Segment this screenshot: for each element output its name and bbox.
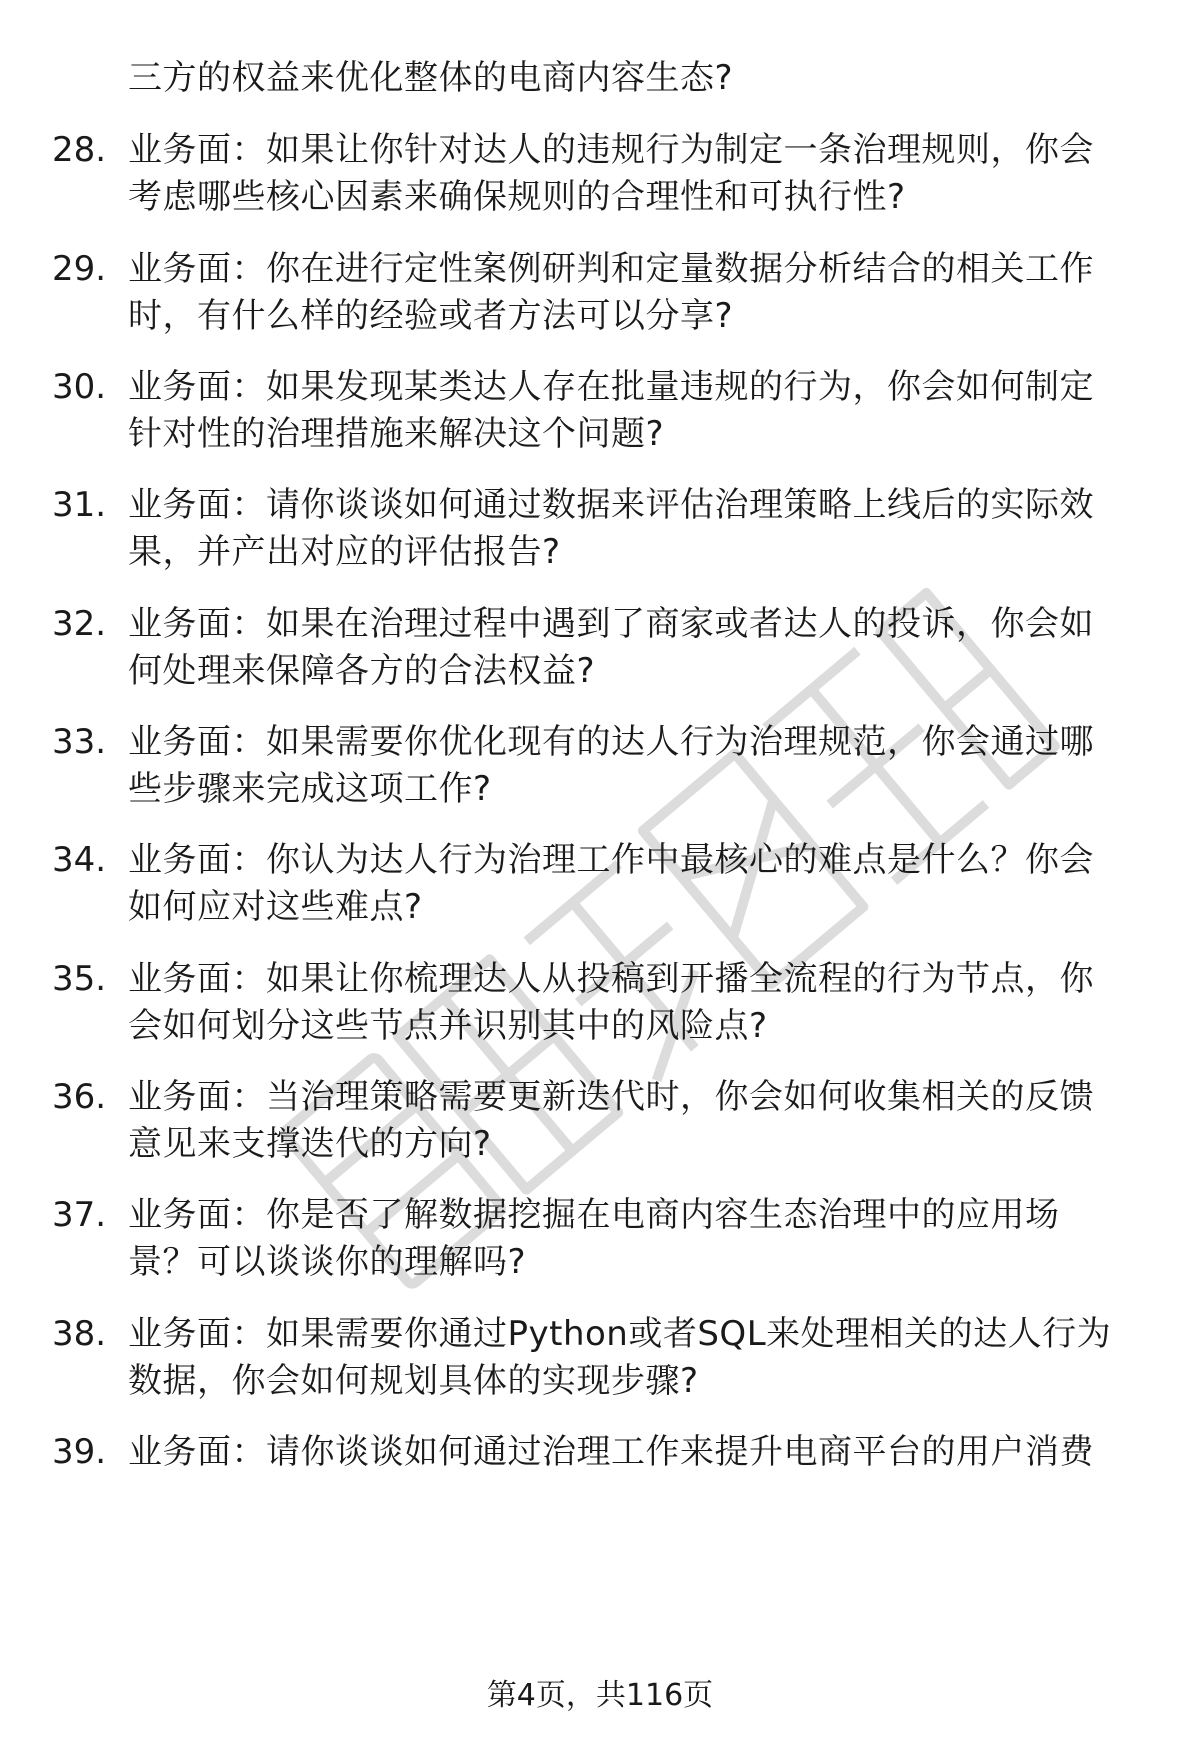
- question-line: 业务面：如果发现某类达人存在批量违规的行为，你会如何制定: [128, 367, 1094, 407]
- question-text: [128, 246, 1158, 340]
- question-text: [128, 719, 1158, 813]
- question-number: 31.: [52, 485, 107, 525]
- question-line: 如何应对这些难点?: [128, 887, 423, 927]
- question-line: 果，并产出对应的评估报告?: [128, 532, 561, 572]
- question-line: 些步骤来完成这项工作?: [128, 769, 492, 809]
- question-text: [128, 1192, 1158, 1286]
- page-number-label: 第4页，共116页: [486, 1678, 714, 1713]
- question-text: [128, 127, 1158, 221]
- question-line: 业务面：当治理策略需要更新迭代时，你会如何收集相关的反馈: [128, 1077, 1094, 1117]
- question-text: [128, 1311, 1158, 1405]
- question-number: 37.: [52, 1195, 107, 1235]
- question-line: 业务面：请你谈谈如何通过数据来评估治理策略上线后的实际效: [128, 485, 1094, 525]
- question-number: 28.: [52, 130, 107, 170]
- question-line: 业务面：如果让你针对达人的违规行为制定一条治理规则，你会: [128, 130, 1094, 170]
- question-line: 针对性的治理措施来解决这个问题?: [128, 414, 665, 454]
- question-number: 38.: [52, 1314, 107, 1354]
- question-line: 数据，你会如何规划具体的实现步骤?: [128, 1361, 699, 1401]
- question-text: [128, 364, 1158, 458]
- question-number: 33.: [52, 722, 107, 762]
- question-line: 业务面：你在进行定性案例研判和定量数据分析结合的相关工作: [128, 249, 1094, 289]
- question-text: [128, 837, 1158, 931]
- question-line: 业务面：请你谈谈如何通过治理工作来提升电商平台的用户消费: [128, 1432, 1094, 1472]
- question-number: 32.: [52, 604, 107, 644]
- page-footer: [0, 1676, 1200, 1716]
- question-number: 35.: [52, 959, 107, 999]
- question-line: 意见来支撑迭代的方向?: [128, 1124, 492, 1164]
- question-line: 景？可以谈谈你的理解吗?: [128, 1242, 527, 1282]
- question-number: 39.: [52, 1432, 107, 1472]
- question-text: [128, 1429, 1158, 1476]
- question-line: 业务面：你认为达人行为治理工作中最核心的难点是什么？你会: [128, 840, 1094, 880]
- continuation-line: 三方的权益来优化整体的电商内容生态?: [128, 58, 734, 98]
- question-line: 业务面：如果在治理过程中遇到了商家或者达人的投诉，你会如: [128, 604, 1094, 644]
- question-number: 36.: [52, 1077, 107, 1117]
- question-text: [128, 601, 1158, 695]
- question-number: 29.: [52, 249, 107, 289]
- question-text: [128, 482, 1158, 576]
- question-line: 考虑哪些核心因素来确保规则的合理性和可执行性?: [128, 177, 906, 217]
- question-line: 时，有什么样的经验或者方法可以分享?: [128, 296, 734, 336]
- question-line: 业务面：如果需要你通过Python或者SQL来处理相关的达人行为: [128, 1314, 1112, 1354]
- question-line: 业务面：你是否了解数据挖掘在电商内容生态治理中的应用场: [128, 1195, 1060, 1235]
- question-number: 30.: [52, 367, 107, 407]
- question-line: 业务面：如果需要你优化现有的达人行为治理规范，你会通过哪: [128, 722, 1094, 762]
- question-line: 业务面：如果让你梳理达人从投稿到开播全流程的行为节点，你: [128, 959, 1094, 999]
- question-text: [128, 956, 1158, 1050]
- question-text: [128, 1074, 1158, 1168]
- question-line: 何处理来保障各方的合法权益?: [128, 651, 596, 691]
- continuation-text: [128, 55, 1158, 102]
- question-line: 会如何划分这些节点并识别其中的风险点?: [128, 1006, 768, 1046]
- question-number: 34.: [52, 840, 107, 880]
